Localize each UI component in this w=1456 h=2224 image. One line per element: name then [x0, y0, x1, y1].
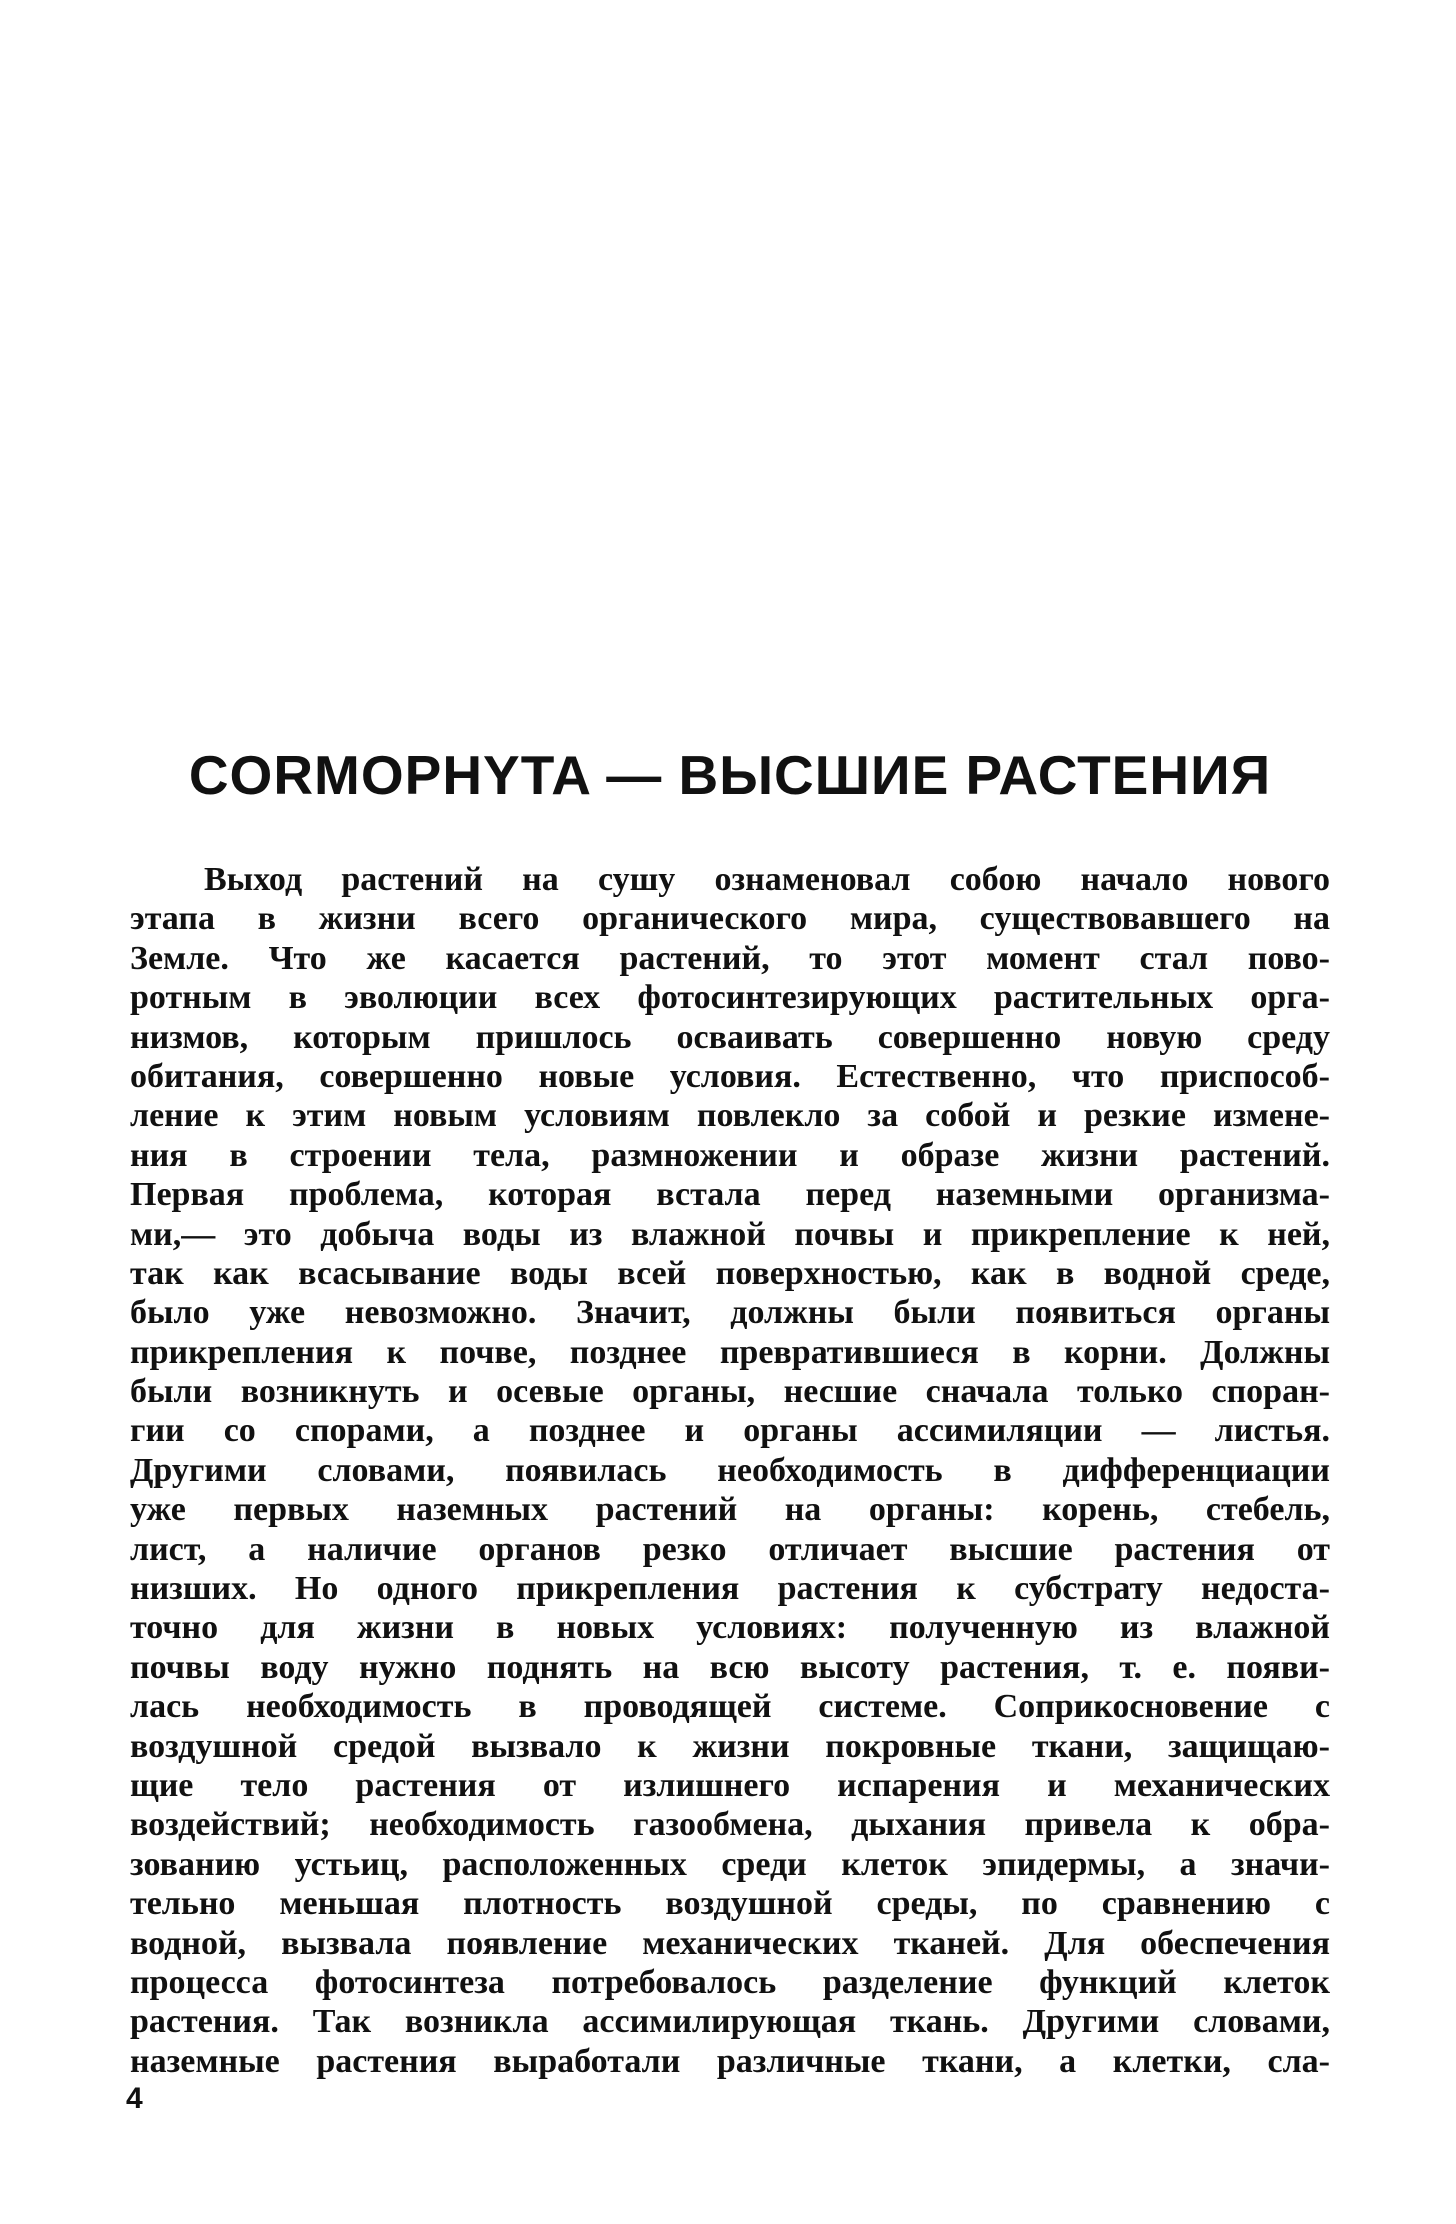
text-line: растения. Так возникла ассимилирующая ткань. Другими словами,: [130, 2003, 1330, 2041]
text-line: щие тело растения от излишнего испарения и механических: [130, 1766, 1330, 1804]
text-line: уже первых наземных растений на органы: корень, стебель,: [130, 1491, 1330, 1529]
text-line: прикрепления к почве, позднее превратившиеся в корни. Должны: [130, 1333, 1330, 1371]
text-line: водной, вызвала появление механических тканей. Для обеспечения: [130, 1924, 1330, 1962]
text-line: лист, а наличие органов резко отличает высшие растения от: [130, 1530, 1330, 1568]
text-line: ротным в эволюции всех фотосинтезирующих растительных орга-: [130, 979, 1330, 1017]
text-line: Другими словами, появилась необходимость в дифференциации: [130, 1451, 1330, 1489]
text-line: Первая проблема, которая встала перед наземными организма-: [130, 1176, 1330, 1214]
text-line: точно для жизни в новых условиях: полученную из влажной: [130, 1609, 1330, 1647]
text-line: лась необходимость в проводящей системе. Соприкосновение с: [130, 1688, 1330, 1726]
text-line: низших. Но одного прикрепления растения к субстрату недоста-: [130, 1570, 1330, 1608]
text-line: Выход растений на сушу ознаменовал собою начало нового: [204, 861, 1330, 898]
text-line: наземные растения выработали различные ткани, а клетки, сла-: [130, 2042, 1330, 2080]
page-number: 4: [126, 2082, 143, 2115]
text-line: было уже невозможно. Значит, должны были появиться органы: [130, 1294, 1330, 1332]
text-line: гии со спорами, а позднее и органы ассимиляции — листья.: [130, 1412, 1330, 1450]
text-line: обитания, совершенно новые условия. Естественно, что приспособ-: [130, 1057, 1330, 1095]
text-line: ми,— это добыча воды из влажной почвы и прикрепление к ней,: [130, 1215, 1330, 1253]
text-line: процесса фотосинтеза потребовалось разделение функций клеток: [130, 1963, 1330, 2001]
text-line: зованию устьиц, расположенных среди клеток эпидермы, а значи-: [130, 1845, 1330, 1883]
text-line: так как всасывание воды всей поверхностью, как в водной среде,: [130, 1254, 1330, 1292]
chapter-heading: CORMOPHYTA — ВЫСШИЕ РАСТЕНИЯ: [188, 744, 1272, 806]
text-line: тельно меньшая плотность воздушной среды, по сравнению с: [130, 1885, 1330, 1923]
text-line: воздушной средой вызвало к жизни покровные ткани, защищаю-: [130, 1727, 1330, 1765]
text-line: ния в строении тела, размножении и образе жизни растений.: [130, 1136, 1330, 1174]
text-line: были возникнуть и осевые органы, несшие сначала только споран-: [130, 1373, 1330, 1411]
text-line: низмов, которым пришлось осваивать совершенно новую среду: [130, 1018, 1330, 1056]
body-paragraph: [130, 860, 1330, 2081]
text-line: воздействий; необходимость газообмена, дыхания привела к обра-: [130, 1806, 1330, 1844]
text-line: Земле. Что же касается растений, то этот момент стал пово-: [130, 939, 1330, 977]
text-line: этапа в жизни всего органического мира, существовавшего на: [130, 900, 1330, 938]
text-line: ление к этим новым условиям повлекло за собой и резкие измене-: [130, 1097, 1330, 1135]
text-line: почвы воду нужно поднять на всю высоту растения, т. е. появи-: [130, 1648, 1330, 1686]
